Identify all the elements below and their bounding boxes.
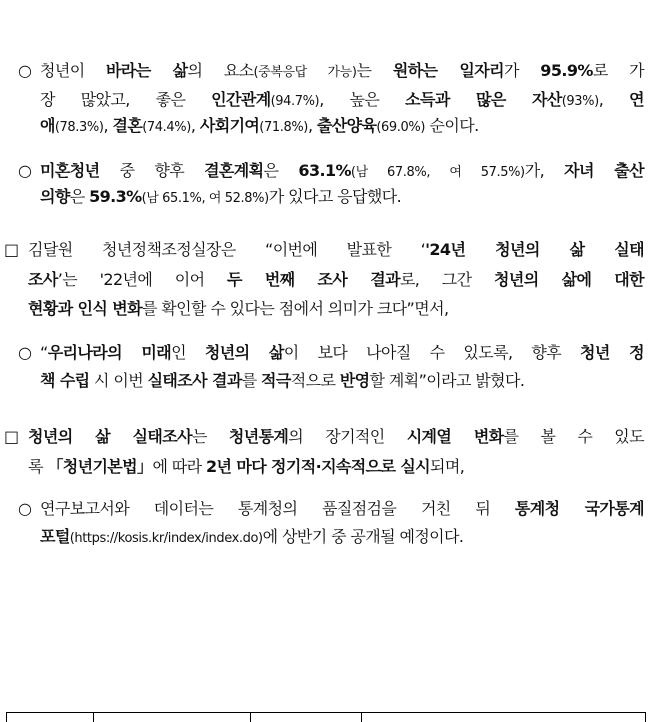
text-run: (69.0%) [376, 120, 426, 135]
text-run: , [598, 90, 630, 109]
text-run: 를 [241, 371, 262, 390]
bullet-item-policy-plan [0, 334, 660, 404]
text-run: 은 [69, 187, 90, 206]
bold-text-run: 바라는 삶 [106, 61, 188, 80]
bold-text-run: 반영 [339, 371, 370, 390]
text-run: 가, [524, 161, 565, 180]
text-line [40, 182, 644, 212]
bold-text-run: 95.9% [540, 61, 593, 80]
text-run: 가 [503, 61, 541, 80]
bold-text-run: 자녀 출산 [564, 161, 645, 180]
text-run: 는 [356, 61, 393, 80]
text-run: (중복응답 가능) [253, 65, 357, 80]
text-line [28, 294, 644, 324]
text-line [28, 452, 644, 482]
text-line [28, 235, 644, 265]
text-run: (남 65.1%, 여 52.8%) [141, 191, 269, 206]
text-run: 중 향후 [99, 161, 205, 180]
bold-text-run: 인간관계 [211, 90, 271, 109]
text-line [40, 111, 644, 141]
bold-text-run: 미혼청년 [40, 161, 100, 180]
text-run: 시 이번 [89, 371, 148, 390]
bold-text-run: 청년의 삶 실태조사 [28, 427, 192, 446]
text-run: 에 따라 [152, 457, 206, 476]
text-line [40, 366, 644, 396]
text-line [40, 522, 644, 552]
bold-text-run: 포털 [40, 527, 70, 546]
text-run: 이 보다 나아질 수 있도록, 향후 [283, 343, 581, 362]
bold-text-run: 원하는 일자리 [392, 61, 504, 80]
text-line [40, 56, 644, 86]
bold-text-run: 연 [629, 90, 644, 109]
text-run: , [190, 116, 200, 135]
bold-text-run: 시계열 변화 [406, 427, 504, 446]
text-run: (71.8%) [259, 120, 308, 135]
text-run: 는 [191, 427, 229, 446]
circle-bullet-icon: ○ [18, 161, 32, 180]
text-run: (78.3%) [54, 120, 104, 135]
text-run: (94.7%) [270, 94, 320, 109]
text-run: 에 상반기 중 공개될 예정이다. [262, 527, 464, 546]
text-line [40, 338, 644, 368]
text-run: 순이다. [425, 116, 479, 135]
text-run: , [103, 116, 113, 135]
text-line [28, 265, 644, 295]
bold-text-run: 의향 [40, 187, 70, 206]
bold-text-run: 조사 [28, 270, 58, 289]
bullet-item-publication [0, 490, 660, 560]
text-run: (74.4%) [142, 120, 191, 135]
text-run: 할 계획”이라고 밝혔다. [369, 371, 525, 390]
text-run: 로 가 [592, 61, 645, 80]
text-line [40, 494, 644, 524]
bold-text-run: 통계청 국가통계 [514, 499, 645, 518]
bold-text-run: 청년 정 [580, 343, 644, 362]
bold-text-run: 「청년기본법」 [47, 457, 153, 476]
bold-text-run: 결혼 [112, 116, 143, 135]
bullet-item-marriage-plan [0, 150, 660, 220]
bold-text-run: 출산양육 [316, 116, 377, 135]
text-run: 은 [263, 161, 299, 180]
text-run: 를 확인할 수 있다는 점에서 의미가 크다”면서, [141, 299, 449, 318]
text-run: 장 많았고, 좋은 [40, 90, 212, 109]
text-run: 를 볼 수 있도 [503, 427, 644, 446]
bold-text-run: 63.1% [298, 161, 351, 180]
bold-text-run: 두 번째 조사 결과 [226, 270, 400, 289]
text-run: 청년이 [40, 61, 107, 80]
text-run: (93%) [561, 94, 599, 109]
bold-text-run: 소득과 많은 자산 [405, 90, 562, 109]
text-run: (https://kosis.kr/index/index.do) [69, 531, 263, 546]
text-run: 적으로 [290, 371, 340, 390]
bold-text-run: 59.3% [89, 187, 142, 206]
text-line [28, 422, 644, 452]
text-run: , 높은 [319, 90, 406, 109]
text-run: 로, 그간 [399, 270, 495, 289]
bold-text-run: 사회기여 [199, 116, 260, 135]
circle-bullet-icon: ○ [18, 61, 32, 80]
bullet-item-desired-life [0, 0, 660, 160]
text-run: 가 있다고 응답했다. [268, 187, 402, 206]
text-run: 의 요소 [187, 61, 254, 80]
bold-text-run: 우리나라의 미래 [47, 343, 172, 362]
square-bullet-icon: □ [4, 240, 20, 259]
bold-text-run: 실태조사 결과 [147, 371, 242, 390]
bold-text-run: 결혼계획 [204, 161, 264, 180]
paragraph-survey-info [0, 420, 660, 490]
text-run: 록 [28, 457, 48, 476]
paragraph-director-comment [0, 230, 660, 330]
bold-text-run: '24년 청년의 삶 실태 [425, 240, 644, 259]
circle-bullet-icon: ○ [18, 343, 32, 362]
bold-text-run: 청년통계 [228, 427, 289, 446]
text-run: ’는 '22년에 이어 [57, 270, 227, 289]
bold-text-run: 적극 [261, 371, 291, 390]
text-run: “ [40, 343, 48, 362]
text-run: , [307, 116, 317, 135]
text-run: 되며, [430, 457, 465, 476]
bold-text-run: 청년의 삶에 대한 [494, 270, 645, 289]
bold-text-run: 현황과 인식 변화 [28, 299, 142, 318]
text-run: 인 [171, 343, 205, 362]
text-run: 의 장기적인 [288, 427, 407, 446]
circle-bullet-icon: ○ [18, 499, 32, 518]
bold-text-run: 청년의 삶 [204, 343, 284, 362]
text-run: (남 67.8%, 여 57.5%) [350, 165, 525, 180]
bold-text-run: 책 수립 [40, 371, 90, 390]
bold-text-run: 애 [40, 116, 55, 135]
bold-text-run: 2년 마다 정기적·지속적으로 실시 [205, 457, 431, 476]
text-run: 김달원 청년정책조정실장은 “이번에 발표한 ‘ [28, 240, 426, 259]
square-bullet-icon: □ [4, 427, 20, 446]
text-run: 연구보고서와 데이터는 통계청의 품질점검을 거친 뒤 [40, 499, 515, 518]
